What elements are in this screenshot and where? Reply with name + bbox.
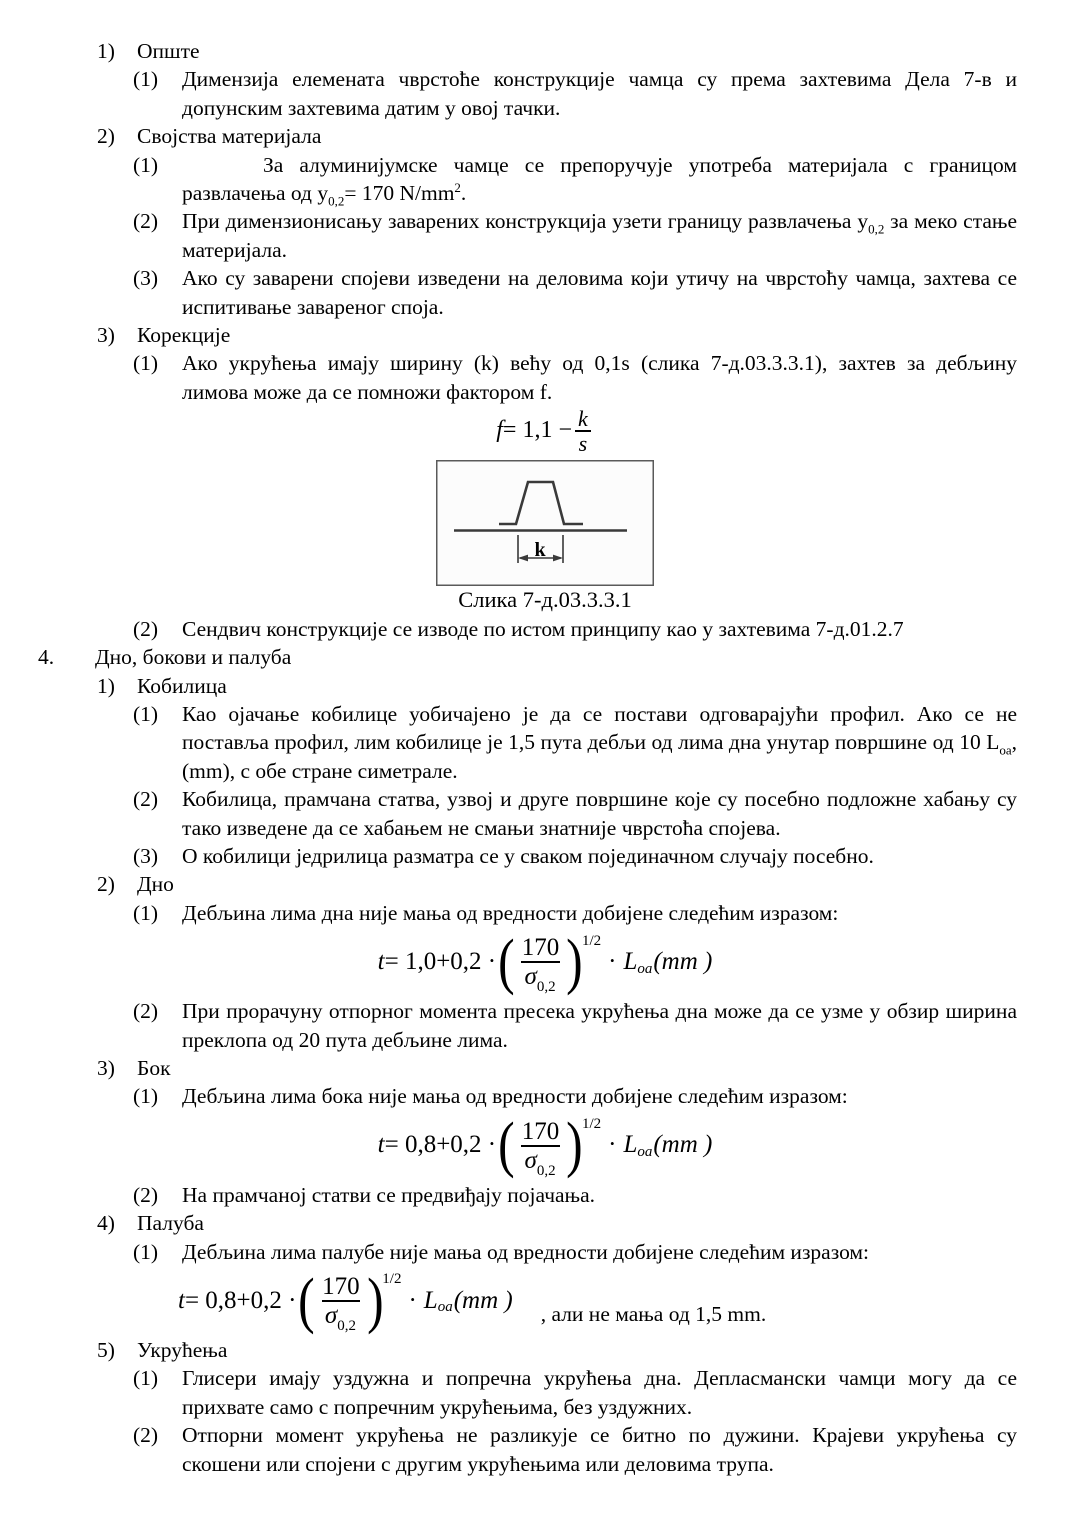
formula-body: = 0,8+0,2 · bbox=[384, 1131, 497, 1159]
length-subscript: oa bbox=[437, 1299, 453, 1316]
unit: (mm ) bbox=[653, 947, 713, 975]
item-text: На прамчаној статви се предвиђају појачања. bbox=[182, 1182, 596, 1207]
formula-lhs: t bbox=[178, 1286, 185, 1314]
close-paren: ) bbox=[566, 1111, 583, 1180]
item-number: (1) bbox=[133, 152, 159, 177]
section-title: Опште bbox=[137, 39, 200, 63]
multiplication-dot: · bbox=[408, 1286, 417, 1314]
subsection-keel-header bbox=[97, 672, 1090, 700]
item-number: (2) bbox=[133, 616, 159, 641]
unit: (mm ) bbox=[653, 1131, 713, 1159]
item-number: (3) bbox=[133, 266, 159, 291]
item-text: Ако укрућења имају ширину (k) већу од 0,1s (слика 7-д.03.3.3.1), захтев за дебљину лимова може да се помножи фактором f. bbox=[182, 351, 1017, 404]
item-text: О кобилици једрилица разматра се у сваком појединачном случају посебно. bbox=[182, 843, 874, 868]
subsection-deck-header bbox=[97, 1209, 1090, 1237]
formula-correction-factor bbox=[0, 406, 1090, 456]
fraction bbox=[519, 934, 563, 996]
item-text: При прорачуну отпорног момента пресека укрућења дна може да се узме у обзир ширина преклопа од 20 пута дебљине лима. bbox=[182, 999, 1017, 1052]
item-number: (2) bbox=[133, 999, 159, 1024]
paragraph bbox=[133, 785, 1090, 842]
item-text: Дебљина лима палубе није мања од вредности добијене следећим изразом: bbox=[182, 1239, 870, 1264]
formula-lhs: t bbox=[377, 1131, 385, 1159]
section-title: Дно bbox=[137, 872, 174, 897]
close-paren: ) bbox=[566, 927, 583, 996]
item-text: Отпорни момент укрућења не разликује се битно по дужини. Крајеви укрућења су скошени или спојени с другим укрућењима или деловима трупа. bbox=[182, 1423, 1017, 1476]
length-subscript: oa bbox=[637, 960, 653, 977]
exponent: 1/2 bbox=[581, 932, 602, 949]
close-paren: ) bbox=[366, 1266, 384, 1335]
item-number: (1) bbox=[133, 1084, 159, 1109]
chapter-4-header bbox=[38, 643, 1090, 671]
multiplication-dot: · bbox=[608, 1131, 617, 1159]
item-number: (3) bbox=[133, 843, 159, 868]
formula-body: = 1,0+0,2 · bbox=[384, 947, 497, 975]
length-subscript: oa bbox=[637, 1144, 653, 1161]
item-text: Глисери имају уздужна и попречна укрућења дна. Депласмански чамци могу да се прихвате само с попречним укрућењима, без уздужних. bbox=[182, 1366, 1017, 1419]
subscript: 0,2 bbox=[328, 193, 345, 209]
section-title: Корекције bbox=[137, 323, 231, 348]
multiplication-dot: · bbox=[608, 947, 617, 975]
subsection-bottom-header bbox=[97, 870, 1090, 898]
item-number: (2) bbox=[133, 1423, 159, 1448]
section-title: Бок bbox=[137, 1055, 171, 1080]
paragraph bbox=[133, 997, 1090, 1054]
paragraph bbox=[133, 1421, 1090, 1478]
section-number: 2) bbox=[97, 872, 115, 897]
length-symbol: L bbox=[623, 947, 638, 975]
item-number: (1) bbox=[133, 900, 159, 925]
item-number: (1) bbox=[133, 1366, 159, 1391]
subscript: oa bbox=[999, 742, 1012, 758]
open-paren: ( bbox=[498, 927, 515, 996]
fraction-numerator: 170 bbox=[521, 1117, 560, 1145]
exponent: 1/2 bbox=[581, 1116, 602, 1133]
fraction bbox=[574, 407, 592, 455]
fraction bbox=[519, 1117, 563, 1179]
fraction-denominator: $\sigma_{0,2}$ bbox=[521, 1145, 559, 1174]
item-number: (1) bbox=[133, 67, 159, 92]
item-text: При димензионисању заварених конструкција узети границу развлачења $у_{0,2}$ за меко стање материјала. bbox=[182, 209, 1017, 262]
dimension-label-k: k bbox=[534, 539, 546, 562]
fraction bbox=[319, 1273, 363, 1334]
item-number: (1) bbox=[133, 1239, 159, 1264]
formula-deck-plate-thickness bbox=[178, 1266, 1090, 1336]
item-number: (1) bbox=[133, 701, 159, 726]
section-1-header bbox=[97, 37, 1090, 65]
length-symbol: L bbox=[623, 1131, 638, 1159]
item-number: (2) bbox=[133, 209, 159, 234]
paragraph bbox=[133, 700, 1090, 785]
chapter-title: Дно, бокови и палуба bbox=[95, 645, 292, 670]
item-text: Ако су заварени спојеви изведени на деловима који утичу на чврстоћу чамца, захтева се испитивање завареног споја. bbox=[182, 266, 1017, 319]
paragraph bbox=[133, 899, 1090, 927]
paragraph bbox=[133, 842, 1090, 870]
paragraph bbox=[133, 1238, 1090, 1266]
formula-body: = 0,8+0,2 · bbox=[184, 1286, 297, 1314]
section-title: Укрућења bbox=[137, 1338, 228, 1362]
open-paren: ( bbox=[498, 1111, 515, 1180]
fraction-denominator: s bbox=[575, 430, 592, 455]
section-3-header bbox=[97, 321, 1090, 349]
length-symbol: L bbox=[423, 1286, 438, 1314]
paragraph bbox=[133, 1181, 1090, 1209]
section-number: 5) bbox=[97, 1338, 115, 1362]
paragraph bbox=[133, 1364, 1090, 1421]
item-number: (2) bbox=[133, 1182, 159, 1207]
paragraph bbox=[133, 151, 1090, 208]
subsection-side-header bbox=[97, 1054, 1090, 1082]
section-number: 4) bbox=[97, 1211, 115, 1236]
section-number: 2) bbox=[97, 124, 115, 149]
paragraph bbox=[133, 264, 1090, 321]
formula-body: = 1,1 − bbox=[502, 417, 572, 444]
item-text: Дебљина лима бока није мања од вредности добијене следећим изразом: bbox=[182, 1084, 848, 1109]
fraction-numerator: k bbox=[577, 406, 588, 432]
item-number: (2) bbox=[133, 787, 159, 812]
paragraph bbox=[133, 615, 1090, 643]
item-number: (1) bbox=[133, 351, 159, 376]
formula-side-plate-thickness bbox=[0, 1111, 1090, 1181]
exponent: 1/2 bbox=[382, 1271, 402, 1288]
item-text: Дебљина лима дна није мања од вредности добијене следећим изразом: bbox=[182, 900, 839, 925]
item-text: Димензија елемената чврстоће конструкције чамца су према захтевима Дела 7-в и допунским захтевима датим у овој тачки. bbox=[182, 67, 1017, 120]
figure-stiffener-profile bbox=[0, 460, 1090, 586]
item-text: Као ојачање кобилице уобичајено је да се постави одговарајући профил. Ако се не поставља профил, лим кобилице је 1,5 пута дебљи од лима дна унутар површине од 10 $L_{oa}$, (mm), с обе стране симетрале. bbox=[182, 701, 1017, 783]
superscript: 2 bbox=[454, 179, 461, 195]
section-title: Кобилица bbox=[137, 673, 227, 698]
subsection-stiffeners-header bbox=[97, 1336, 1090, 1364]
fraction-numerator: 170 bbox=[322, 1273, 360, 1300]
item-text: За алуминијумске чамце се препоручује употреба материјала с границом развлачења од $у_{0,2}= 170$ $N/mm^2$. bbox=[182, 152, 1017, 209]
section-number: 1) bbox=[97, 673, 115, 698]
formula-suffix-text: , али не мања од 1,5 mm. bbox=[540, 1301, 767, 1326]
fraction-numerator: 170 bbox=[521, 934, 560, 962]
paragraph bbox=[133, 349, 1090, 406]
section-title: Палуба bbox=[137, 1211, 204, 1236]
formula-lhs: t bbox=[377, 947, 385, 975]
stiffener-profile-drawing bbox=[436, 460, 654, 586]
formula-bottom-plate-thickness bbox=[0, 927, 1090, 997]
subscript: 0,2 bbox=[868, 221, 885, 237]
item-text: Сендвич конструкције се изводе по истом принципу као у захтевима 7-д.01.2.7 bbox=[182, 616, 904, 641]
paragraph bbox=[133, 1082, 1090, 1110]
paragraph bbox=[133, 207, 1090, 264]
section-number: 3) bbox=[97, 1055, 115, 1080]
section-number: 3) bbox=[97, 323, 115, 348]
fraction-denominator: $\sigma_{0,2}$ bbox=[521, 961, 559, 990]
formula-lhs: f bbox=[496, 417, 503, 444]
fraction-denominator: $\sigma_{0,2}$ bbox=[322, 1300, 360, 1329]
section-number: 1) bbox=[97, 39, 115, 63]
section-2-header bbox=[97, 122, 1090, 150]
unit: (mm ) bbox=[453, 1286, 513, 1314]
section-title: Својства материјала bbox=[137, 124, 322, 149]
item-text: Кобилица, прамчана статва, узвој и друге површине које су посебно подложне хабању су тако изведене да се хабањем не смањи знатније чврстоћа спојева. bbox=[182, 787, 1017, 840]
paragraph bbox=[133, 65, 1090, 122]
open-paren: ( bbox=[298, 1266, 316, 1335]
figure-caption: Слика 7-д.03.3.3.1 bbox=[458, 587, 632, 613]
chapter-number: 4. bbox=[38, 645, 55, 670]
